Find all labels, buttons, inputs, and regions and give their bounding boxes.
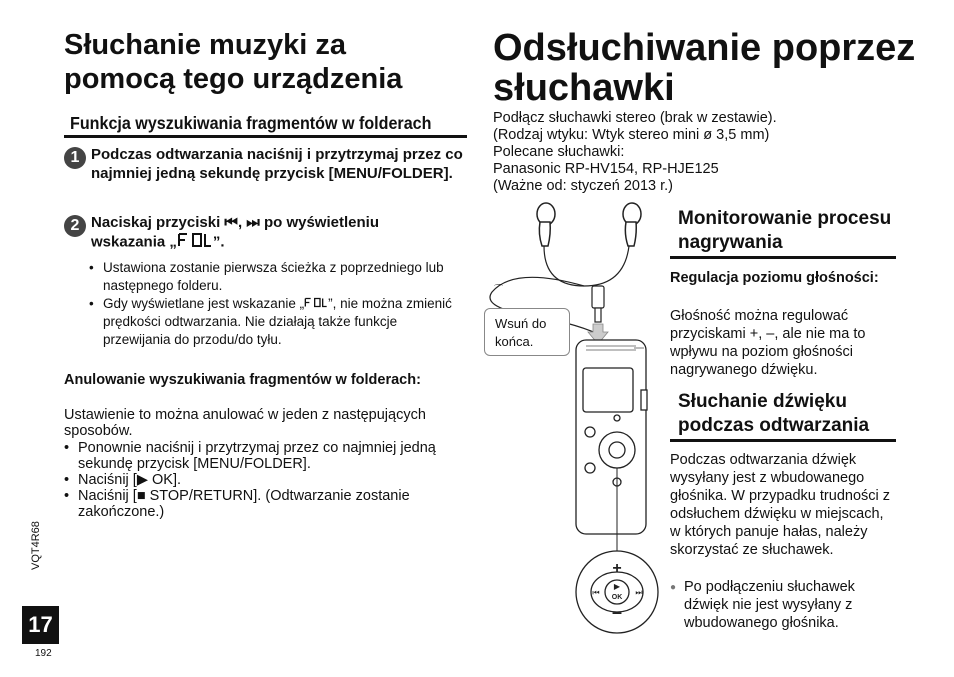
step-2-badge: 2 [64,215,86,237]
volume-plus-label: + [612,560,622,577]
left-subtitle: Funkcja wyszukiwania fragmentów w folderach [70,113,432,133]
list-item: • Ponownie naciśnij i przytrzymaj przez co najmniej jedną sekundę przycisk [MENU/FOLDER]. [64,440,464,472]
sub-page-number: 192 [35,648,52,659]
model-code: VQT4R68 [30,521,42,570]
monitor-title: Monitorowanie procesu nagrywania [678,208,892,253]
volume-title: Regulacja poziomu głośności: [670,270,879,286]
play-icon: ▶ [136,472,148,488]
right-title: Odsłuchiwanie poprzez słuchawki [493,27,916,109]
list-item: • Naciśnij [▶ OK]. [64,472,464,488]
speaker-rule [670,439,896,442]
folder-segment-icon [177,232,213,253]
skip-back-icon: ⏮ [224,214,238,231]
folder-segment-icon [304,295,328,313]
step-1-text: Podczas odtwarzania naciśnij i przytrzymaj przez co najmniej jedną sekundę przycisk [MENU/FOLDER]. [91,146,463,182]
speaker-text: Podczas odtwarzania dźwięk wysyłany jest z wbudowanego głośnika. W przypadku trudności z odsłuchem dźwięku w miejscach, w których panuje hałas, należy skorzystać ze słuchawek. [670,452,891,558]
svg-text:⏭: ⏭ [635,588,643,597]
page-number: 17 [22,606,59,644]
insert-callout: Wsuń do końca. [484,308,570,356]
svg-text:▶: ▶ [613,582,621,591]
svg-text:⏮: ⏮ [592,588,600,597]
recorder-headphone-illustration [486,200,666,640]
step-1-badge: 1 [64,147,86,169]
list-item: ● Po podłączeniu słuchawek dźwięk nie jest wysyłany z wbudowanego głośnika. [670,578,896,632]
cancel-bullets [64,440,464,520]
monitor-rule [670,256,896,259]
speaker-note [670,578,896,632]
cancel-intro: Ustawienie to można anulować w jeden z następujących sposobów. [64,407,426,439]
volume-text: Głośność można regulować przyciskami +, –, ale nie ma to wpływu na poziom głośności nagrywanego dźwięku. [670,308,866,378]
list-item: • Gdy wyświetlane jest wskazanie „ ”, nie można zmienić prędkości odtwarzania. Nie działają także funkcje przewijania do przodu/do tyłu. [89,295,464,349]
headphone-intro: Podłącz słuchawki stereo (brak w zestawie). (Rodzaj wtyku: Wtyk stereo mini ø 3,5 mm) Polecane słuchawki: Panasonic RP-HV154, RP-HJE125 (Ważne od: styczeń 2013 r.) [493,110,777,194]
list-item: • Naciśnij [■ STOP/RETURN]. (Odtwarzanie zostanie zakończone.) [64,488,464,520]
volume-minus-label: – [611,602,623,622]
ok-label: OK [611,594,623,601]
step-2-bullets [89,259,464,349]
subtitle-rule [64,135,467,138]
cancel-title: Anulowanie wyszukiwania fragmentów w folderach: [64,372,421,388]
svg-text:⌒: ⌒ [494,284,504,294]
stop-icon: ■ [136,488,146,504]
skip-forward-icon: ⏭ [246,214,260,231]
left-title: Słuchanie muzyki za pomocą tego urządzenia [64,29,403,95]
list-item: • Ustawiona zostanie pierwsza ścieżka z poprzedniego lub następnego folderu. [89,259,464,295]
speaker-title: Słuchanie dźwięku podczas odtwarzania [678,391,870,436]
step-2-text: Naciskaj przyciski ⏮, ⏭ po wyświetleniu wskazania „ ”. [91,213,476,253]
